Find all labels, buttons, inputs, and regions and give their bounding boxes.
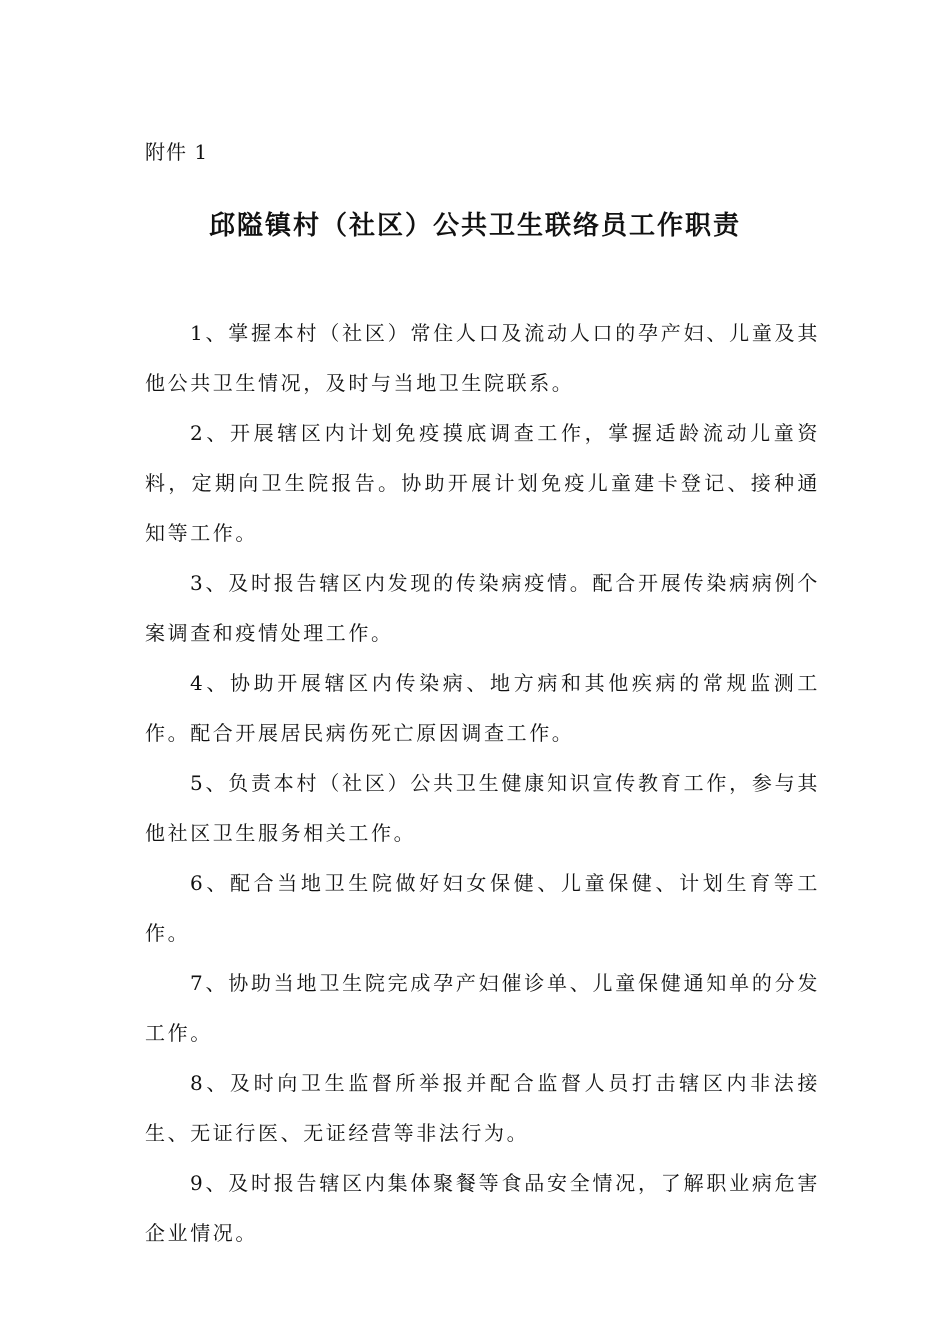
- duty-paragraph-6: 6、配合当地卫生院做好妇女保健、儿童保健、计划生育等工作。: [145, 871, 820, 945]
- duty-paragraph-1: 1、掌握本村（社区）常住人口及流动人口的孕产妇、儿童及其他公共卫生情况，及时与当地卫生院联系。: [145, 321, 820, 395]
- document-body: [145, 308, 820, 1258]
- duty-paragraph-7: 7、协助当地卫生院完成孕产妇催诊单、儿童保健通知单的分发工作。: [145, 971, 820, 1045]
- attachment-label: 附件 1: [145, 140, 209, 164]
- duty-paragraph-4: 4、协助开展辖区内传染病、地方病和其他疾病的常规监测工作。配合开展居民病伤死亡原因调查工作。: [145, 671, 820, 745]
- duty-paragraph-3: 3、及时报告辖区内发现的传染病疫情。配合开展传染病病例个案调查和疫情处理工作。: [145, 571, 820, 645]
- duty-paragraph-5: 5、负责本村（社区）公共卫生健康知识宣传教育工作，参与其他社区卫生服务相关工作。: [145, 771, 820, 845]
- duty-paragraph-9: 9、及时报告辖区内集体聚餐等食品安全情况，了解职业病危害企业情况。: [145, 1171, 820, 1245]
- duty-paragraph-8: 8、及时向卫生监督所举报并配合监督人员打击辖区内非法接生、无证行医、无证经营等非法行为。: [145, 1071, 820, 1145]
- duty-paragraph-2: 2、开展辖区内计划免疫摸底调查工作，掌握适龄流动儿童资料，定期向卫生院报告。协助开展计划免疫儿童建卡登记、接种通知等工作。: [145, 421, 820, 545]
- document-title: 邱隘镇村（社区）公共卫生联络员工作职责: [208, 211, 741, 241]
